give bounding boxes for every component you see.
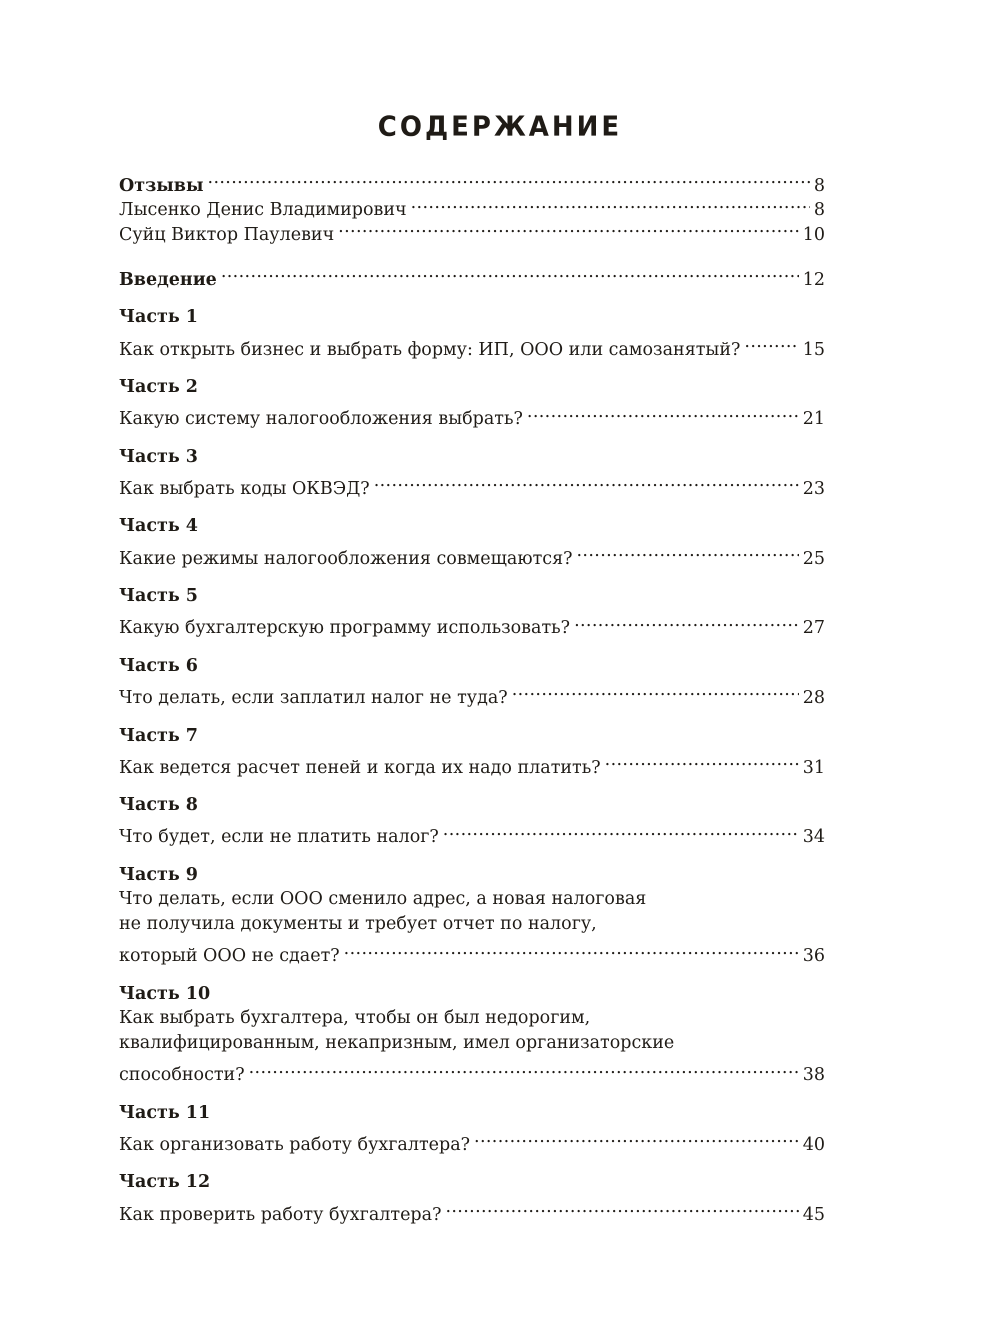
dot-leader <box>338 215 799 240</box>
toc-page-number: 36 <box>802 946 825 967</box>
toc-page-number: 38 <box>802 1065 825 1086</box>
toc-entry-title: Какую систему налогообложения выбрать? <box>119 409 523 430</box>
dot-leader <box>605 748 799 773</box>
toc-entry-title: Как открыть бизнес и выбрать форму: ИП, ООО или самозанятый? <box>119 339 741 360</box>
dot-leader <box>577 539 799 564</box>
toc-page-number: 12 <box>802 269 825 290</box>
toc-entry-title: Какую бухгалтерскую программу использовать? <box>119 618 571 639</box>
toc-page-number: 21 <box>802 409 825 430</box>
dot-leader <box>744 330 798 355</box>
toc-page-number: 45 <box>802 1204 825 1225</box>
toc-part-label: Часть 8 <box>119 795 198 816</box>
toc-part-label: Часть 7 <box>119 725 198 746</box>
toc-part-label: Часть 3 <box>119 446 198 467</box>
toc-entry-part-8[interactable] <box>119 818 825 848</box>
toc-entry-title: Как организовать работу бухгалтера? <box>119 1134 471 1155</box>
dot-leader <box>443 818 799 843</box>
dot-leader <box>344 937 799 962</box>
toc-entry-part-6[interactable] <box>119 678 825 708</box>
dot-leader <box>374 469 799 494</box>
toc-part-label: Часть 4 <box>119 516 198 537</box>
toc-page-number: 23 <box>802 478 825 499</box>
toc-entry-part-10[interactable] <box>119 1056 825 1086</box>
toc-entry-reviews[interactable] <box>119 166 825 196</box>
toc-page-number: 15 <box>802 339 825 360</box>
dot-leader <box>512 678 799 703</box>
toc-entry-title-line[interactable]: Что делать, если ООО сменило адрес, а новая налоговая <box>119 889 647 910</box>
toc-entry-part-12[interactable] <box>119 1195 825 1225</box>
toc-part-label: Часть 2 <box>119 377 198 398</box>
toc-page-number: 10 <box>802 224 825 245</box>
toc-part-label: Часть 5 <box>119 586 198 607</box>
toc-entry-title-line[interactable]: Как выбрать бухгалтера, чтобы он был недорогим, <box>119 1008 591 1029</box>
toc-page-number: 34 <box>802 827 825 848</box>
toc-page-number: 25 <box>802 548 825 569</box>
toc-parts <box>119 285 825 1225</box>
toc-page-number: 40 <box>802 1134 825 1155</box>
toc-entry-title-line[interactable]: квалифицированным, некапризным, имел организаторские <box>119 1032 675 1053</box>
toc-entry-title: который ООО не сдает? <box>119 946 340 967</box>
dot-leader <box>574 609 799 634</box>
toc-entry-title: Какие режимы налогообложения совмещаются? <box>119 548 573 569</box>
toc-entry-part-3[interactable] <box>119 469 825 499</box>
toc-entry-title: Что будет, если не платить налог? <box>119 827 439 848</box>
toc-page-number: 31 <box>802 757 825 778</box>
toc-entry-title: Как ведется расчет пеней и когда их надо платить? <box>119 757 601 778</box>
toc-page-number: 8 <box>813 175 825 196</box>
toc-entry-part-4[interactable] <box>119 539 825 569</box>
toc-entry-intro[interactable] <box>119 260 825 290</box>
toc-entry-title: способности? <box>119 1065 245 1086</box>
dot-leader <box>249 1056 799 1081</box>
dot-leader <box>474 1125 799 1150</box>
toc-page-number: 8 <box>813 200 825 221</box>
toc-entry-title: Что делать, если заплатил налог не туда? <box>119 688 508 708</box>
toc-entry-title: Лысенко Денис Владимирович <box>119 200 407 221</box>
toc-part-label: Часть 9 <box>119 864 198 885</box>
toc-part-label: Часть 10 <box>119 983 211 1004</box>
toc-entry-part-11[interactable] <box>119 1125 825 1155</box>
table-of-contents <box>119 166 825 1225</box>
toc-entry-title: Отзывы <box>119 175 204 196</box>
toc-page-number: 27 <box>802 618 825 639</box>
toc-entry-part-7[interactable] <box>119 748 825 778</box>
toc-part-label: Часть 11 <box>119 1102 211 1123</box>
dot-leader <box>445 1195 798 1220</box>
toc-entry-title: Как выбрать коды ОКВЭД? <box>119 478 370 499</box>
dot-leader <box>208 166 810 191</box>
toc-page-number: 28 <box>802 688 825 708</box>
toc-entry-title: Введение <box>119 269 217 290</box>
toc-entry-review-1[interactable] <box>119 191 825 221</box>
toc-part-label: Часть 1 <box>119 307 198 328</box>
dot-leader <box>221 260 799 285</box>
toc-entry-title: Суйц Виктор Паулевич <box>119 224 335 245</box>
toc-entry-title-line[interactable]: не получила документы и требует отчет по налогу, <box>119 914 597 935</box>
dot-leader <box>527 400 799 425</box>
toc-entry-part-9[interactable] <box>119 937 825 967</box>
dot-leader <box>411 191 810 216</box>
toc-part-label: Часть 6 <box>119 655 198 676</box>
toc-part-label: Часть 12 <box>119 1172 211 1193</box>
toc-entry-part-1[interactable] <box>119 330 825 360</box>
toc-entry-part-2[interactable] <box>119 400 825 430</box>
toc-entry-part-5[interactable] <box>119 609 825 639</box>
page-title: СОДЕРЖАНИЕ <box>377 111 623 143</box>
toc-entry-title: Как проверить работу бухгалтера? <box>119 1204 442 1225</box>
